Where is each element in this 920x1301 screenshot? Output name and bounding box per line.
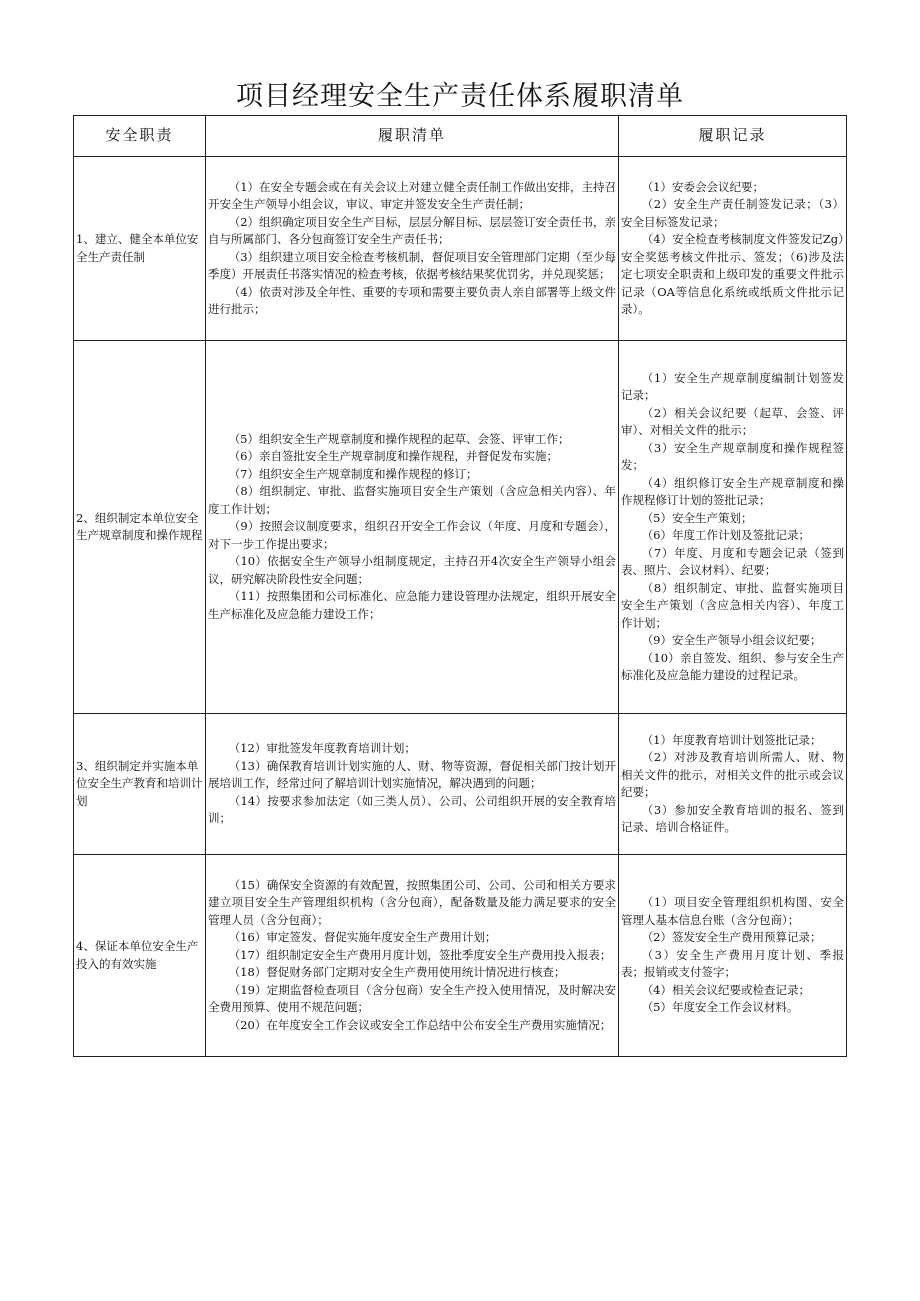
record-item: （4）相关会议纪要或检查记录； (641, 982, 811, 997)
record-item: （5）安全生产策划； (641, 510, 753, 525)
task-item: （12）审批签发年度教育培训计划； (228, 741, 416, 756)
task-item: （9）按照会议制度要求，组织召开安全工作会议（年度、月度和专题会），对下一步工作提出要求； (208, 519, 616, 551)
records-cell (619, 341, 847, 714)
document-title: 项目经理安全生产责任体系履职清单 (236, 81, 684, 112)
table-row (74, 855, 847, 1057)
task-item: （17）组织制定安全生产费用月度计划，签批季度安全生产费用投入报表； (228, 947, 612, 962)
record-item: （6）年度工作计划及签批记录； (641, 528, 811, 542)
task-item: （19）定期监督检查项目（含分包商）安全生产投入使用情况，及时解决安全费用预算、使用不规范问题； (208, 982, 616, 1015)
task-item: （15）确保安全资源的有效配置，按照集团公司、公司、公司和相关方要求建立项目安全生产管理组织机构（含分包商），配备数量及能力满足要求的安全管理人员（含分包商）； (208, 877, 616, 927)
duty-cell: 4、保证本单位安全生产投入的有效实施 (74, 855, 206, 1057)
task-item: （10）依据安全生产领导小组制度规定，主持召开4次安全生产领导小组会议，研究解决阶段性安全问题； (208, 554, 616, 586)
tasks-cell (206, 855, 619, 1057)
record-item: （5）年度安全工作会议材料。 (641, 1000, 799, 1015)
record-item: （1）安全生产规章制度编制计划签发记录； (621, 370, 844, 402)
record-item: （3）安全生产费用月度计划、季报表；报销或支付签字； (621, 947, 844, 980)
record-item: （9）安全生产领导小组会议纪要； (641, 633, 822, 647)
task-item: （5）组织安全生产规章制度和操作规程的起草、会签、评审工作； (228, 431, 570, 446)
record-item: （3）参加安全教育培训的报名、签到记录、培训合格证件。 (621, 802, 844, 834)
task-item: （3）组织建立项目安全检查考核机制，督促项目安全管理部门定期（至少每季度）开展责任书落实情况的检查考核，依据考核结果奖优罚劣，并兑现奖惩； (208, 249, 616, 281)
record-item: （2）签发安全生产费用预算记录； (641, 930, 822, 945)
header-tasks: 履职清单 (206, 116, 619, 157)
record-item: （2）安全生产责任制签发记录；（3）安全目标签发记录； (621, 197, 844, 229)
record-item: （1）年度教育培训计划签批记录； (641, 732, 822, 747)
task-item: （18）督促财务部门定期对安全生产费用使用统计情况进行核查； (228, 965, 566, 980)
records-cell (619, 714, 847, 855)
tasks-cell (206, 157, 619, 341)
record-item: （3）安全生产规章制度和操作规程签发； (621, 440, 844, 472)
task-item: （2）组织确定项目安全生产目标，层层分解目标、层层签订安全责任书，亲自与所属部门、各分包商签订安全生产责任书； (208, 214, 616, 246)
record-item: （4）组织修订安全生产规章制度和操作规程修订计划的签批记录； (621, 475, 844, 507)
record-item: （1）安委会会议纪要； (641, 179, 765, 194)
duty-cell: 1、建立、健全本单位安全生产责任制 (74, 157, 206, 341)
record-item: （8）组织制定、审批、监督实施项目安全生产策划（含应急相关内容）、年度工作计划； (621, 580, 844, 630)
record-item: （7）年度、月度和专题会记录（签到表、照片、会议材料）、纪要； (621, 545, 844, 577)
duty-cell: 3、组织制定并实施本单位安全生产教育和培训计划 (74, 714, 206, 855)
task-item: （14）按要求参加法定（如三类人员）、公司、公司组织开展的安全教育培训； (208, 793, 616, 826)
duty-table (73, 115, 847, 1057)
task-item: （4）依责对涉及全年性、重要的专项和需要主要负责人亲自部署等上级文件进行批示； (208, 284, 616, 316)
task-item: （8）组织制定、审批、监督实施项目安全生产策划（含应急相关内容）、年度工作计划； (208, 484, 616, 516)
table-row (74, 157, 847, 341)
tasks-cell (206, 341, 619, 714)
task-item: （16）审定签发、督促实施年度安全生产费用计划； (228, 930, 497, 945)
tasks-cell (206, 714, 619, 855)
table-header-row (74, 116, 847, 157)
table-row (74, 714, 847, 855)
task-item: （6）亲自签批安全生产规章制度和操作规程，并督促发布实施； (228, 449, 559, 464)
task-item: （7）组织安全生产规章制度和操作规程的修订； (228, 466, 478, 481)
duty-cell: 2、组织制定本单位安全生产规章制度和操作规程 (74, 341, 206, 714)
header-records: 履职记录 (619, 116, 847, 157)
records-cell (619, 157, 847, 341)
task-item: （1）在安全专题会或在有关会议上对建立健全责任制工作做出安排，主持召开安全生产领导小组会议，审议、审定并签发安全生产责任制； (208, 179, 616, 211)
record-item: （4）安全检查考核制度文件签发记Zg）安全奖惩考核文件批示、签发；（6)涉及法定七项安全职责和上级印发的重要文件批示记录（OA等信息化系统或纸质文件批示记录）。 (621, 232, 844, 316)
header-duty: 安全职责 (74, 116, 206, 157)
task-item: （13）确保教育培训计划实施的人、财、物等资源，督促相关部门按计划开展培训工作，经常过问了解培训计划实施情况，解决遇到的问题； (208, 758, 616, 791)
task-item: （11）按照集团和公司标准化、应急能力建设管理办法规定，组织开展安全生产标准化及应急能力建设工作； (208, 589, 616, 621)
record-item: （10）亲自签发、组织、参与安全生产标准化及应急能力建设的过程记录。 (621, 650, 844, 682)
task-item: （20）在年度安全工作会议或安全工作总结中公布安全生产费用实施情况； (228, 1017, 612, 1032)
records-cell (619, 855, 847, 1057)
record-item: （2）对涉及教育培训所需人、财、物相关文件的批示，对相关文件的批示或会议纪要； (621, 750, 844, 799)
record-item: （1）项目安全管理组织机构图、安全管理人基本信息台账（含分包商）； (621, 895, 844, 927)
table-row (74, 341, 847, 714)
record-item: （2）相关会议纪要（起草、会签、评审）、对相关文件的批示； (621, 405, 844, 437)
